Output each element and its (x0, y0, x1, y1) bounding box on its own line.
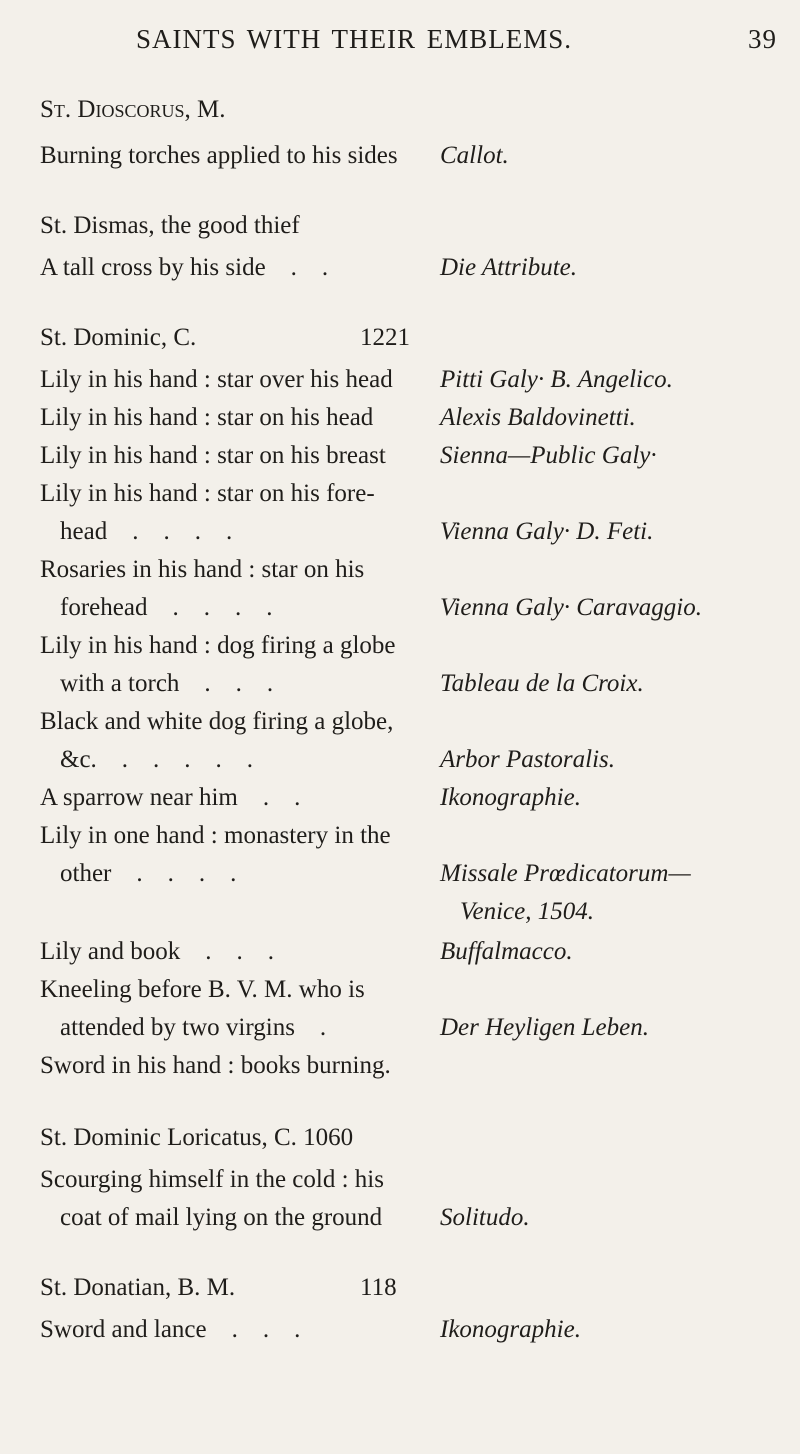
source-reference: Vienna Galy· D. Feti. (440, 518, 654, 545)
source-reference: Arbor Pastoralis. (440, 746, 616, 773)
emblem-entry-continuation: forehead . . . . Vienna Galy· Caravaggio. (40, 588, 790, 628)
emblem-entry: Black and white dog firing a globe, (40, 708, 394, 735)
emblem-entry: Burning torches applied to his sides Callot. (40, 136, 790, 176)
source-reference: Alexis Baldovinetti. (440, 404, 636, 431)
source-reference: Tableau de la Croix. (440, 670, 644, 697)
saint-heading: St. Dismas, the good thief (40, 212, 300, 239)
emblem-entry: Rosaries in his hand : star on his (40, 556, 365, 583)
source-reference: Die Attribute. (440, 254, 578, 281)
source-reference: Ikonographie. (440, 1316, 581, 1343)
emblem-entry-continuation: head . . . . Vienna Galy· D. Feti. (40, 512, 790, 552)
saint-year: 118 (360, 1274, 397, 1301)
emblem-entry: Lily in his hand : dog firing a globe (40, 632, 396, 659)
source-reference: Pitti Galy· B. Angelico. (440, 366, 673, 393)
saint-year: 1221 (360, 324, 410, 351)
source-reference: Buffalmacco. (440, 938, 573, 965)
source-continuation (40, 892, 790, 932)
saint-heading: St. Dioscorus, M. (40, 96, 226, 123)
emblem-entry: Lily in one hand : monastery in the (40, 822, 391, 849)
emblem-entry: Sword and lance . . . Ikonographie. (40, 1310, 790, 1350)
source-reference: Venice, 1504. (460, 898, 594, 925)
emblem-entry: A tall cross by his side . . Die Attribute. (40, 248, 790, 288)
saint-heading: St. Dominic, C. 1221 (40, 318, 790, 358)
source-reference: Solitudo. (440, 1204, 530, 1231)
emblem-entry-continuation: other . . . . Missale Prœdicatorum— (40, 854, 790, 894)
emblem-entry: Lily in his hand : star on his breast Sienna—Public Galy· (40, 436, 790, 476)
saint-heading: St. Dominic Loricatus, C. 1060 (40, 1124, 354, 1151)
running-title: SAINTS WITH THEIR EMBLEMS. (136, 24, 573, 54)
page-number: 39 (748, 24, 777, 54)
saint-heading: St. Donatian, B. M. 118 (40, 1268, 790, 1308)
source-reference: Der Heyligen Leben. (440, 1014, 649, 1041)
emblem-entry: Scourging himself in the cold : his (40, 1166, 384, 1193)
emblem-entry: Lily and book . . . Buffalmacco. (40, 932, 790, 972)
emblem-entry-continuation: attended by two virgins . Der Heyligen Leben. (40, 1008, 790, 1048)
emblem-entry: Lily in his hand : star over his head Pitti Galy· B. Angelico. (40, 360, 790, 400)
source-reference: Sienna—Public Galy· (440, 442, 657, 469)
source-reference: Callot. (440, 142, 509, 169)
emblem-entry: Kneeling before B. V. M. who is (40, 976, 365, 1003)
running-header (0, 24, 800, 64)
emblem-entry-continuation: coat of mail lying on the ground Solitudo. (40, 1198, 790, 1238)
emblem-entry: Lily in his hand : star on his fore- (40, 480, 375, 507)
source-reference: Vienna Galy· Caravaggio. (440, 594, 702, 621)
emblem-entry: Lily in his hand : star on his head Alexis Baldovinetti. (40, 398, 790, 438)
source-reference: Missale Prœdicatorum— (440, 860, 691, 887)
emblem-entry-continuation: &c. . . . . . Arbor Pastoralis. (40, 740, 790, 780)
emblem-entry: Sword in his hand : books burning. (40, 1052, 391, 1079)
emblem-entry-continuation: with a torch . . . Tableau de la Croix. (40, 664, 790, 704)
emblem-entry: A sparrow near him . . Ikonographie. (40, 778, 790, 818)
source-reference: Ikonographie. (440, 784, 581, 811)
